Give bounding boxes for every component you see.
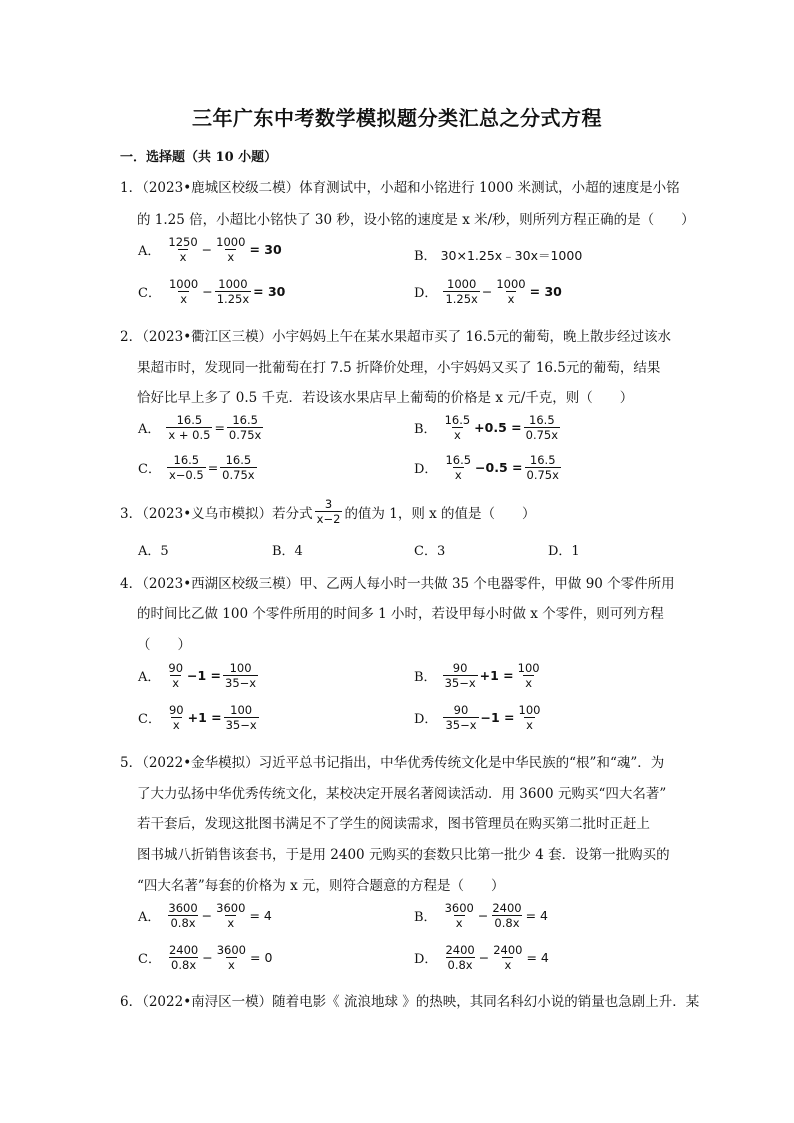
fraction: $\frac{1250}{x}$	[168, 235, 198, 264]
fraction: $\frac{16.5}{0.75x}$	[526, 453, 559, 482]
question-1-line-1: 1．（2023•鹿城区校级二模）体育测试中，小超和小铭进行 1000 米测试，小超的速度是小铭	[120, 180, 680, 196]
question-2-line-2: 果超市时，发现同一批葡萄在打 7.5 折降价处理，小宇妈妈又买了 16.5元的葡萄，结果	[137, 360, 661, 376]
question-5-line-2: 了大力弘扬中华优秀传统文化，某校决定开展名著阅读活动．用 3600 元购买“四大名著”	[137, 786, 667, 802]
fraction: $\frac{100}{x}$	[518, 703, 541, 732]
fraction: $\frac{2400}{0.8x}$	[168, 943, 199, 972]
fraction: $\frac{100}{35-x}$	[225, 703, 257, 732]
fraction: $\frac{3600}{x}$	[444, 901, 474, 930]
fraction: $\frac{16.5}{0.75x}$	[222, 453, 255, 482]
question-5-line-3: 若干套后，发现这批图书满足不了学生的阅读需求，图书管理员在购买第二批时正赶上	[137, 816, 650, 832]
fraction: $\frac{3600}{0.8x}$	[168, 901, 198, 930]
fraction: $\frac{90}{35-x}$	[445, 703, 477, 732]
question-4-line-3: （ ）	[137, 637, 191, 653]
question-1-option-d: D． $\frac{1000}{1.25x}$ − $\frac{1000}{x}$ = 30	[414, 277, 562, 306]
question-6-line-1: 6．（2022•南浔区一模）随着电影《 流浪地球 》的热映，其同名科幻小说的销量也急剧上升．某	[120, 994, 700, 1010]
fraction: $\frac{3}{x-2}$	[316, 497, 341, 526]
question-4-option-a: A． $\frac{90}{x}$ −1 = $\frac{100}{35-x}$	[138, 661, 257, 690]
question-2-option-b: B． $\frac{16.5}{x}$ +0.5 = $\frac{16.5}{0.75x}$	[414, 413, 559, 442]
question-2-option-c: C． $\frac{16.5}{x-0.5}$ = $\frac{16.5}{0.75x}$	[138, 453, 255, 482]
question-3-stem: 3．（2023•义乌市模拟）若分式 $\frac{3}{x-2}$ 的值为 1，则 x 的值是（ ）	[120, 497, 536, 526]
fraction: $\frac{3600}{x}$	[216, 901, 246, 930]
question-5-line-1: 5．（2022•金华模拟）习近平总书记指出，中华优秀传统文化是中华民族的“根”和“魂”．为	[120, 755, 665, 771]
question-2-option-a: A． $\frac{16.5}{x + 0.5}$ = $\frac{16.5}{0.75x}$	[138, 413, 262, 442]
fraction: $\frac{16.5}{x}$	[444, 413, 471, 442]
question-4-option-b: B． $\frac{90}{35-x}$ +1 = $\frac{100}{x}$	[414, 661, 540, 690]
fraction: $\frac{16.5}{x}$	[445, 453, 472, 482]
fraction: $\frac{16.5}{x-0.5}$	[168, 453, 204, 482]
question-3-option-d: D．1	[548, 544, 580, 559]
fraction: $\frac{1000}{1.25x}$	[445, 277, 478, 306]
fraction: $\frac{2400}{x}$	[493, 943, 523, 972]
question-4-option-d: D． $\frac{90}{35-x}$ −1 = $\frac{100}{x}$	[414, 703, 541, 732]
fraction: $\frac{90}{35-x}$	[444, 661, 476, 690]
question-5-line-5: “四大名著”每套的价格为 x 元，则符合题意的方程是（ ）	[137, 878, 505, 894]
page-title: 三年广东中考数学模拟题分类汇总之分式方程	[192, 106, 602, 130]
fraction: $\frac{16.5}{0.75x}$	[228, 413, 262, 442]
question-3-option-b: B．4	[272, 544, 303, 559]
fraction: $\frac{100}{35-x}$	[225, 661, 257, 690]
question-1-option-b: B． 30×1.25x﹣30x＝1000	[414, 247, 583, 264]
question-5-line-4: 图书城八折销售该套书，于是用 2400 元购买的套数只比第一批少 4 套．设第一批购买的	[137, 847, 670, 863]
question-3-option-a: A．5	[138, 544, 169, 559]
fraction: $\frac{1000}{x}$	[496, 277, 526, 306]
fraction: $\frac{2400}{0.8x}$	[492, 901, 522, 930]
question-4-line-2: 的时间比乙做 100 个零件所用的时间多 1 小时，若设甲每小时做 x 个零件，则可列方程	[137, 606, 664, 622]
question-5-option-d: D． $\frac{2400}{0.8x}$ − $\frac{2400}{x}$ = 4	[414, 943, 549, 972]
question-3-option-c: C．3	[414, 544, 446, 559]
fraction: $\frac{16.5}{0.75x}$	[525, 413, 559, 442]
section-heading: 一．选择题（共 10 小题）	[120, 150, 278, 165]
question-2-line-3: 恰好比早上多了 0.5 千克．若设该水果店早上葡萄的价格是 x 元/千克，则（ ）	[137, 390, 634, 406]
fraction: $\frac{2400}{0.8x}$	[445, 943, 475, 972]
fraction: $\frac{90}{x}$	[168, 703, 184, 732]
fraction: $\frac{90}{x}$	[168, 661, 184, 690]
question-5-option-c: C． $\frac{2400}{0.8x}$ − $\frac{3600}{x}$ = 0	[138, 943, 273, 972]
fraction: $\frac{16.5}{x + 0.5}$	[168, 413, 211, 442]
fraction: $\frac{100}{x}$	[517, 661, 540, 690]
question-4-line-1: 4．（2023•西湖区校级三模）甲、乙两人每小时一共做 35 个电器零件，甲做 90 个零件所用	[120, 576, 675, 592]
question-4-option-c: C． $\frac{90}{x}$ +1 = $\frac{100}{35-x}$	[138, 703, 257, 732]
question-2-line-1: 2．（2023•衢江区三模）小宇妈妈上午在某水果超市买了 16.5元的葡萄，晚上散步经过该水	[120, 329, 672, 345]
question-5-option-a: A． $\frac{3600}{0.8x}$ − $\frac{3600}{x}$ = 4	[138, 901, 272, 930]
fraction: $\frac{1000}{1.25x}$	[216, 277, 250, 306]
question-1-line-2: 的 1.25 倍，小超比小铭快了 30 秒，设小铭的速度是 x 米/秒，则所列方程正确的是（ ）	[137, 212, 695, 228]
question-2-option-d: D． $\frac{16.5}{x}$ −0.5 = $\frac{16.5}{0.75x}$	[414, 453, 559, 482]
fraction: $\frac{1000}{x}$	[216, 235, 246, 264]
question-1-option-a: A． $\frac{1250}{x}$ − $\frac{1000}{x}$ = 30	[138, 235, 282, 264]
fraction: $\frac{1000}{x}$	[168, 277, 199, 306]
fraction: $\frac{3600}{x}$	[216, 943, 246, 972]
question-1-option-c: C． $\frac{1000}{x}$ − $\frac{1000}{1.25x}$ = 30	[138, 277, 286, 306]
question-5-option-b: B． $\frac{3600}{x}$ − $\frac{2400}{0.8x}$ = 4	[414, 901, 549, 930]
